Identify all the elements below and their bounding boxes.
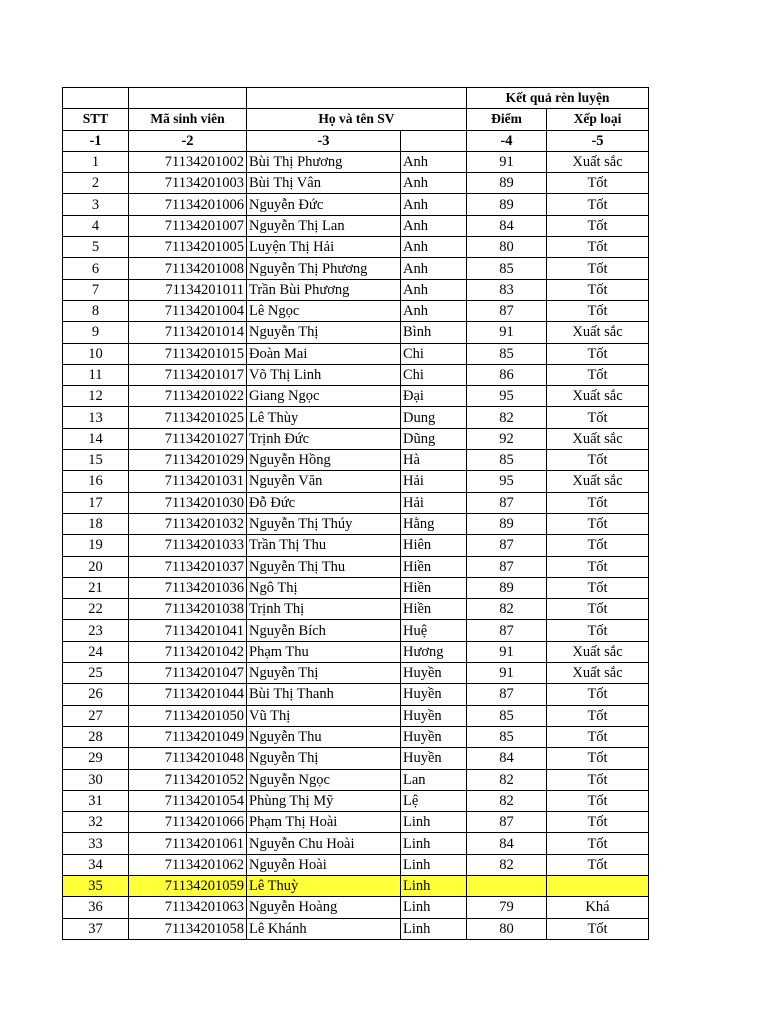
score-cell: 89 xyxy=(467,194,547,215)
score-cell: 92 xyxy=(467,428,547,449)
student-id-cell: 71134201061 xyxy=(129,833,247,854)
rank-cell: Xuất sắc xyxy=(547,386,649,407)
student-id-cell: 71134201048 xyxy=(129,748,247,769)
rank-cell: Tốt xyxy=(547,620,649,641)
student-id-cell: 71134201036 xyxy=(129,577,247,598)
student-conduct-table xyxy=(62,87,649,940)
family-name-cell: Phạm Thu xyxy=(247,641,401,662)
row-number-cell: 9 xyxy=(63,322,129,343)
rank-cell: Tốt xyxy=(547,535,649,556)
row-number-cell: 29 xyxy=(63,748,129,769)
student-id-cell: 71134201063 xyxy=(129,897,247,918)
row-number-cell: 17 xyxy=(63,492,129,513)
row-number-cell: 20 xyxy=(63,556,129,577)
score-cell: 82 xyxy=(467,769,547,790)
row-number-cell: 22 xyxy=(63,599,129,620)
given-name-cell: Hương xyxy=(401,641,467,662)
row-number-cell: 14 xyxy=(63,428,129,449)
table-row xyxy=(63,386,649,407)
table-row xyxy=(63,769,649,790)
row-number-cell: 33 xyxy=(63,833,129,854)
given-name-cell: Anh xyxy=(401,215,467,236)
score-cell: 80 xyxy=(467,237,547,258)
given-name-cell: Hiên xyxy=(401,535,467,556)
student-id-cell: 71134201044 xyxy=(129,684,247,705)
header-row-1 xyxy=(63,88,649,109)
score-cell: 91 xyxy=(467,151,547,172)
table-row xyxy=(63,748,649,769)
family-name-cell: Giang Ngọc xyxy=(247,386,401,407)
given-name-cell: Huyền xyxy=(401,726,467,747)
table-row xyxy=(63,599,649,620)
table-row xyxy=(63,620,649,641)
given-name-cell: Hiền xyxy=(401,577,467,598)
student-id-cell: 71134201032 xyxy=(129,513,247,534)
row-number-cell: 36 xyxy=(63,897,129,918)
given-name-cell: Linh xyxy=(401,833,467,854)
table-row xyxy=(63,258,649,279)
student-id-cell: 71134201002 xyxy=(129,151,247,172)
family-name-cell: Nguyễn Thị xyxy=(247,322,401,343)
rank-cell: Tốt xyxy=(547,173,649,194)
rank-cell: Tốt xyxy=(547,769,649,790)
family-name-cell: Lê Ngọc xyxy=(247,300,401,321)
student-id-cell: 71134201015 xyxy=(129,343,247,364)
family-name-cell: Bùi Thị Phương xyxy=(247,151,401,172)
given-name-cell: Dung xyxy=(401,407,467,428)
score-cell: 85 xyxy=(467,705,547,726)
student-id-cell: 71134201059 xyxy=(129,875,247,896)
score-cell: 86 xyxy=(467,364,547,385)
given-name-cell: Chi xyxy=(401,364,467,385)
row-number-cell: 6 xyxy=(63,258,129,279)
family-name-cell: Nguyễn Văn xyxy=(247,471,401,492)
rank-cell: Tốt xyxy=(547,833,649,854)
given-name-cell: Hà xyxy=(401,450,467,471)
row-number-cell: 26 xyxy=(63,684,129,705)
student-id-cell: 71134201054 xyxy=(129,790,247,811)
family-name-cell: Nguyễn Hoài xyxy=(247,854,401,875)
row-number-cell: 10 xyxy=(63,343,129,364)
table-row xyxy=(63,492,649,513)
table-row xyxy=(63,279,649,300)
family-name-cell: Nguyễn Hoàng xyxy=(247,897,401,918)
rank-cell: Tốt xyxy=(547,258,649,279)
rank-cell: Tốt xyxy=(547,599,649,620)
full-name-header-top xyxy=(247,88,467,109)
score-cell: 82 xyxy=(467,790,547,811)
given-name-cell: Hiền xyxy=(401,599,467,620)
family-name-cell: Võ Thị Linh xyxy=(247,364,401,385)
given-name-cell: Hiền xyxy=(401,556,467,577)
rank-cell: Tốt xyxy=(547,492,649,513)
family-name-cell: Bùi Thị Vân xyxy=(247,173,401,194)
row-number-cell: 4 xyxy=(63,215,129,236)
score-cell: 87 xyxy=(467,684,547,705)
rank-cell: Xuất sắc xyxy=(547,663,649,684)
given-name-cell: Lệ xyxy=(401,790,467,811)
full-name-header: Họ và tên SV xyxy=(247,109,467,130)
score-cell: 85 xyxy=(467,450,547,471)
table-row xyxy=(63,705,649,726)
family-name-cell: Lê Thuỳ xyxy=(247,875,401,896)
given-name-cell: Hải xyxy=(401,471,467,492)
table-row xyxy=(63,556,649,577)
rank-cell: Tốt xyxy=(547,450,649,471)
table-row xyxy=(63,918,649,939)
table-row xyxy=(63,343,649,364)
family-name-cell: Nguyễn Thị Lan xyxy=(247,215,401,236)
rank-cell: Tốt xyxy=(547,215,649,236)
family-name-cell: Nguyễn Thị xyxy=(247,663,401,684)
row-number-cell: 13 xyxy=(63,407,129,428)
row-number-cell: 7 xyxy=(63,279,129,300)
table-row xyxy=(63,194,649,215)
numbering-row xyxy=(63,130,649,151)
student-id-cell: 71134201049 xyxy=(129,726,247,747)
score-header: Điểm xyxy=(467,109,547,130)
given-name-cell: Huyền xyxy=(401,684,467,705)
given-name-cell: Huyền xyxy=(401,705,467,726)
given-name-cell: Huệ xyxy=(401,620,467,641)
table-row xyxy=(63,300,649,321)
student-id-cell: 71134201062 xyxy=(129,854,247,875)
family-name-cell: Phùng Thị Mỹ xyxy=(247,790,401,811)
rank-cell: Xuất sắc xyxy=(547,322,649,343)
rank-cell: Tốt xyxy=(547,513,649,534)
family-name-cell: Đoàn Mai xyxy=(247,343,401,364)
given-name-cell: Anh xyxy=(401,173,467,194)
family-name-cell: Nguyễn Chu Hoài xyxy=(247,833,401,854)
rank-cell: Tốt xyxy=(547,918,649,939)
student-id-cell: 71134201052 xyxy=(129,769,247,790)
row-number-cell: 15 xyxy=(63,450,129,471)
rank-cell: Tốt xyxy=(547,279,649,300)
score-cell: 87 xyxy=(467,535,547,556)
given-name-cell: Anh xyxy=(401,300,467,321)
column-number-5: -5 xyxy=(547,130,649,151)
row-number-cell: 28 xyxy=(63,726,129,747)
student-id-cell: 71134201005 xyxy=(129,237,247,258)
table-row xyxy=(63,726,649,747)
row-number-cell: 1 xyxy=(63,151,129,172)
family-name-cell: Trần Bùi Phương xyxy=(247,279,401,300)
student-id-cell: 71134201066 xyxy=(129,812,247,833)
column-number-3: -3 xyxy=(247,130,401,151)
stt-header-top xyxy=(63,88,129,109)
row-number-cell: 5 xyxy=(63,237,129,258)
rank-cell: Tốt xyxy=(547,343,649,364)
table-row xyxy=(63,790,649,811)
row-number-cell: 12 xyxy=(63,386,129,407)
given-name-cell: Linh xyxy=(401,897,467,918)
conduct-result-header: Kết quả rèn luyện xyxy=(467,88,649,109)
table-row xyxy=(63,450,649,471)
given-name-cell: Dũng xyxy=(401,428,467,449)
student-id-cell: 71134201011 xyxy=(129,279,247,300)
table-row xyxy=(63,897,649,918)
rank-cell: Tốt xyxy=(547,726,649,747)
student-id-cell: 71134201027 xyxy=(129,428,247,449)
table-row xyxy=(63,854,649,875)
score-cell: 85 xyxy=(467,726,547,747)
row-number-cell: 31 xyxy=(63,790,129,811)
score-cell: 85 xyxy=(467,258,547,279)
student-id-cell: 71134201031 xyxy=(129,471,247,492)
table-row xyxy=(63,364,649,385)
row-number-cell: 24 xyxy=(63,641,129,662)
column-number-1: -1 xyxy=(63,130,129,151)
table-row xyxy=(63,407,649,428)
rank-header: Xếp loại xyxy=(547,109,649,130)
given-name-cell: Chi xyxy=(401,343,467,364)
table-row xyxy=(63,471,649,492)
table-row xyxy=(63,875,649,896)
rank-cell: Tốt xyxy=(547,705,649,726)
score-cell: 82 xyxy=(467,854,547,875)
rank-cell: Xuất sắc xyxy=(547,428,649,449)
table-row xyxy=(63,812,649,833)
given-name-cell: Huyền xyxy=(401,663,467,684)
row-number-cell: 25 xyxy=(63,663,129,684)
student-id-header-top xyxy=(129,88,247,109)
score-cell: 82 xyxy=(467,599,547,620)
rank-cell: Xuất sắc xyxy=(547,641,649,662)
given-name-cell: Đại xyxy=(401,386,467,407)
family-name-cell: Trần Thị Thu xyxy=(247,535,401,556)
score-cell: 84 xyxy=(467,215,547,236)
student-id-cell: 71134201041 xyxy=(129,620,247,641)
score-cell: 85 xyxy=(467,343,547,364)
student-id-cell: 71134201038 xyxy=(129,599,247,620)
row-number-cell: 35 xyxy=(63,875,129,896)
rank-cell: Xuất sắc xyxy=(547,471,649,492)
given-name-cell: Bình xyxy=(401,322,467,343)
row-number-cell: 11 xyxy=(63,364,129,385)
rank-cell: Tốt xyxy=(547,364,649,385)
family-name-cell: Bùi Thị Thanh xyxy=(247,684,401,705)
table-row xyxy=(63,237,649,258)
family-name-cell: Luyện Thị Hải xyxy=(247,237,401,258)
family-name-cell: Trịnh Đức xyxy=(247,428,401,449)
student-id-cell: 71134201004 xyxy=(129,300,247,321)
row-number-cell: 8 xyxy=(63,300,129,321)
score-cell: 89 xyxy=(467,513,547,534)
table-row xyxy=(63,535,649,556)
score-cell: 84 xyxy=(467,748,547,769)
score-cell: 87 xyxy=(467,812,547,833)
rank-cell: Tốt xyxy=(547,237,649,258)
stt-header: STT xyxy=(63,109,129,130)
given-name-cell: Huyền xyxy=(401,748,467,769)
row-number-cell: 16 xyxy=(63,471,129,492)
student-id-cell: 71134201042 xyxy=(129,641,247,662)
column-number-2: -2 xyxy=(129,130,247,151)
student-id-cell: 71134201050 xyxy=(129,705,247,726)
family-name-cell: Nguyễn Thu xyxy=(247,726,401,747)
score-cell: 87 xyxy=(467,556,547,577)
column-number-3-blank xyxy=(401,130,467,151)
student-id-cell: 71134201030 xyxy=(129,492,247,513)
student-id-cell: 71134201022 xyxy=(129,386,247,407)
given-name-cell: Linh xyxy=(401,854,467,875)
row-number-cell: 32 xyxy=(63,812,129,833)
row-number-cell: 30 xyxy=(63,769,129,790)
rank-cell: Tốt xyxy=(547,748,649,769)
family-name-cell: Nguyễn Hồng xyxy=(247,450,401,471)
given-name-cell: Lan xyxy=(401,769,467,790)
table-row xyxy=(63,663,649,684)
given-name-cell: Linh xyxy=(401,918,467,939)
given-name-cell: Anh xyxy=(401,237,467,258)
score-cell xyxy=(467,875,547,896)
score-cell: 79 xyxy=(467,897,547,918)
student-id-header: Mã sinh viên xyxy=(129,109,247,130)
table-row xyxy=(63,513,649,534)
student-id-cell: 71134201014 xyxy=(129,322,247,343)
student-id-cell: 71134201025 xyxy=(129,407,247,428)
row-number-cell: 3 xyxy=(63,194,129,215)
rank-cell: Tốt xyxy=(547,407,649,428)
score-cell: 91 xyxy=(467,641,547,662)
student-id-cell: 71134201008 xyxy=(129,258,247,279)
family-name-cell: Nguyễn Thị xyxy=(247,748,401,769)
row-number-cell: 2 xyxy=(63,173,129,194)
row-number-cell: 18 xyxy=(63,513,129,534)
score-cell: 87 xyxy=(467,620,547,641)
row-number-cell: 27 xyxy=(63,705,129,726)
family-name-cell: Nguyễn Thị Phương xyxy=(247,258,401,279)
family-name-cell: Nguyễn Đức xyxy=(247,194,401,215)
given-name-cell: Hằng xyxy=(401,513,467,534)
table-row xyxy=(63,151,649,172)
score-cell: 91 xyxy=(467,663,547,684)
rank-cell: Tốt xyxy=(547,577,649,598)
score-cell: 80 xyxy=(467,918,547,939)
rank-cell: Xuất sắc xyxy=(547,151,649,172)
rank-cell: Tốt xyxy=(547,300,649,321)
table-row xyxy=(63,833,649,854)
student-id-cell: 71134201007 xyxy=(129,215,247,236)
score-cell: 89 xyxy=(467,577,547,598)
score-cell: 95 xyxy=(467,471,547,492)
score-cell: 84 xyxy=(467,833,547,854)
score-cell: 91 xyxy=(467,322,547,343)
score-cell: 87 xyxy=(467,492,547,513)
header-row-2 xyxy=(63,109,649,130)
rank-cell: Tốt xyxy=(547,854,649,875)
table-row xyxy=(63,322,649,343)
score-cell: 87 xyxy=(467,300,547,321)
given-name-cell: Anh xyxy=(401,258,467,279)
row-number-cell: 21 xyxy=(63,577,129,598)
family-name-cell: Đỗ Đức xyxy=(247,492,401,513)
family-name-cell: Nguyễn Thị Thúy xyxy=(247,513,401,534)
rank-cell xyxy=(547,875,649,896)
score-cell: 95 xyxy=(467,386,547,407)
row-number-cell: 37 xyxy=(63,918,129,939)
table-row xyxy=(63,684,649,705)
family-name-cell: Phạm Thị Hoài xyxy=(247,812,401,833)
given-name-cell: Hải xyxy=(401,492,467,513)
student-id-cell: 71134201029 xyxy=(129,450,247,471)
rank-cell: Khá xyxy=(547,897,649,918)
score-cell: 89 xyxy=(467,173,547,194)
table-row xyxy=(63,641,649,662)
rank-cell: Tốt xyxy=(547,194,649,215)
student-id-cell: 71134201033 xyxy=(129,535,247,556)
family-name-cell: Nguyễn Ngọc xyxy=(247,769,401,790)
family-name-cell: Nguyễn Bích xyxy=(247,620,401,641)
family-name-cell: Vũ Thị xyxy=(247,705,401,726)
family-name-cell: Nguyễn Thị Thu xyxy=(247,556,401,577)
table-row xyxy=(63,215,649,236)
student-id-cell: 71134201037 xyxy=(129,556,247,577)
family-name-cell: Lê Khánh xyxy=(247,918,401,939)
given-name-cell: Anh xyxy=(401,279,467,300)
table-row xyxy=(63,428,649,449)
column-number-4: -4 xyxy=(467,130,547,151)
student-id-cell: 71134201003 xyxy=(129,173,247,194)
score-cell: 83 xyxy=(467,279,547,300)
rank-cell: Tốt xyxy=(547,790,649,811)
given-name-cell: Linh xyxy=(401,812,467,833)
given-name-cell: Anh xyxy=(401,151,467,172)
student-id-cell: 71134201006 xyxy=(129,194,247,215)
family-name-cell: Trịnh Thị xyxy=(247,599,401,620)
row-number-cell: 19 xyxy=(63,535,129,556)
rank-cell: Tốt xyxy=(547,556,649,577)
given-name-cell: Anh xyxy=(401,194,467,215)
given-name-cell: Linh xyxy=(401,875,467,896)
table-row xyxy=(63,173,649,194)
family-name-cell: Lê Thùy xyxy=(247,407,401,428)
row-number-cell: 34 xyxy=(63,854,129,875)
row-number-cell: 23 xyxy=(63,620,129,641)
table-row xyxy=(63,577,649,598)
student-id-cell: 71134201047 xyxy=(129,663,247,684)
student-id-cell: 71134201017 xyxy=(129,364,247,385)
score-cell: 82 xyxy=(467,407,547,428)
family-name-cell: Ngô Thị xyxy=(247,577,401,598)
rank-cell: Tốt xyxy=(547,812,649,833)
rank-cell: Tốt xyxy=(547,684,649,705)
student-id-cell: 71134201058 xyxy=(129,918,247,939)
